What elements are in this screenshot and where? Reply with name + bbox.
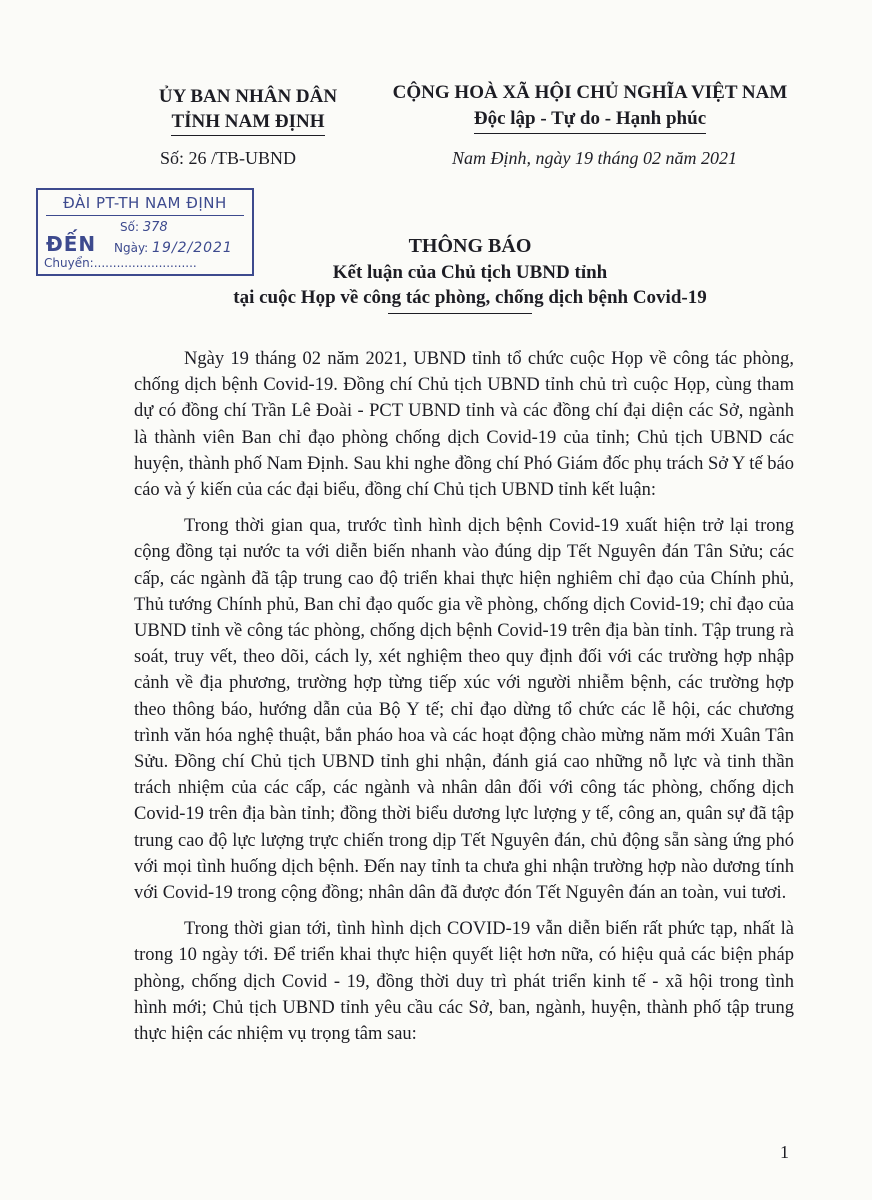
document-subtitle-2: tại cuộc Họp về công tác phòng, chống dịch bệnh Covid-19 <box>233 287 707 308</box>
stamp-forward-value: ........................... <box>93 256 197 270</box>
title-underline <box>388 313 532 314</box>
document-body <box>134 346 794 1057</box>
document-date: Nam Định, ngày 19 tháng 02 năm 2021 <box>452 148 737 168</box>
national-heading <box>380 80 800 134</box>
paragraph: Trong thời gian qua, trước tình hình dịch bệnh Covid-19 xuất hiện trở lại trong cộng đồng tại nước ta với diễn biến nhanh vào đúng dịp Tết Nguyên đán Tân Sửu; các cấp, các ngành đã tập trung cao độ triển khai thực hiện nghiêm chỉ đạo của Chính phủ, Thủ tướng Chính phủ, Ban chỉ đạo quốc gia về phòng, chống dịch Covid-19; chỉ đạo của UBND tỉnh về công tác phòng, chống dịch bệnh Covid-19 trên địa bàn tỉnh. Tập trung rà soát, truy vết, theo dõi, cách ly, xét nghiệm theo quy định đối với các trường hợp nhập cảnh về địa phương, trường hợp từng tiếp xúc với người nhiễm bệnh, các trường hợp theo thông báo, hướng dẫn của Bộ Y tế; chỉ đạo dừng tổ chức các lễ hội, các chương trình văn hóa nghệ thuật, bắn pháo hoa và các hoạt động chào mừng năm mới Xuân Tân Sửu. Đồng chí Chủ tịch UBND tỉnh ghi nhận, đánh giá cao những nỗ lực và tinh thần trách nhiệm của các cấp, các ngành và nhân dân đối với công tác phòng, chống dịch Covid-19 trên địa bàn tỉnh; đồng thời biểu dương lực lượng y tế, công an, quân sự đã tập trung cao độ lực lượng trực chiến trong dịp Tết Nguyên đán, chủ động sẵn sàng ứng phó với mọi tình huống dịch bệnh. Đến nay tỉnh ta chưa ghi nhận trường hợp nào dương tính với Covid-19 trong cộng đồng; nhân dân đã được đón Tết Nguyên đán an toàn, vui tươi. <box>134 516 794 904</box>
document-title-block <box>120 232 820 310</box>
paragraph: Ngày 19 tháng 02 năm 2021, UBND tỉnh tổ chức cuộc Họp về công tác phòng, chống dịch bệnh Covid-19. Đồng chí Chủ tịch UBND tỉnh chủ trì cuộc Họp, cùng tham dự có đồng chí Trần Lê Đoài - PCT UBND tỉnh và các đồng chí đại diện các Sở, ngành là thành viên Ban chỉ đạo phòng chống dịch Covid-19 của tỉnh; Chủ tịch UBND các huyện, thành phố Nam Định. Sau khi nghe đồng chí Phó Giám đốc phụ trách Sở Y tế báo cáo và ý kiến của các đại biểu, đồng chí Chủ tịch UBND tỉnh kết luận: <box>134 349 794 501</box>
stamp-forward-label: Chuyển: <box>44 256 94 270</box>
stamp-number-value: 378 <box>142 220 168 235</box>
issuing-organization <box>128 84 368 136</box>
stamp-title: ĐÀI PT-TH NAM ĐỊNH <box>46 194 244 216</box>
org-line-2: TỈNH NAM ĐỊNH <box>171 109 324 136</box>
page-number: 1 <box>780 1142 789 1162</box>
document-subtitle-1: Kết luận của Chủ tịch UBND tỉnh <box>332 262 608 283</box>
document-title: THÔNG BÁO <box>408 235 532 257</box>
nation-name: CỘNG HOÀ XÃ HỘI CHỦ NGHĨA VIỆT NAM <box>392 82 788 103</box>
paragraph: Trong thời gian tới, tình hình dịch COVID-19 vẫn diễn biến rất phức tạp, nhất là trong 10 ngày tới. Để triển khai thực hiện quyết liệt hơn nữa, có hiệu quả các biện pháp phòng, chống dịch Covid - 19, đồng thời duy trì phát triển kinh tế - xã hội trong tình hình mới; Chủ tịch UBND tỉnh yêu cầu các Sở, ban, ngành, huyện, thành phố tập trung thực hiện các nhiệm vụ trọng tâm sau: <box>134 919 794 1045</box>
org-line-1: ỦY BAN NHÂN DÂN <box>158 86 338 107</box>
stamp-date-label: Ngày: <box>114 241 149 255</box>
stamp-number-label: Số: <box>120 220 140 234</box>
stamp-received-label: ĐẾN <box>46 232 97 256</box>
stamp-date-value: 19/2/2021 <box>152 240 233 256</box>
national-motto: Độc lập - Tự do - Hạnh phúc <box>474 106 706 134</box>
document-number: Số: 26 /TB-UBND <box>160 148 297 168</box>
